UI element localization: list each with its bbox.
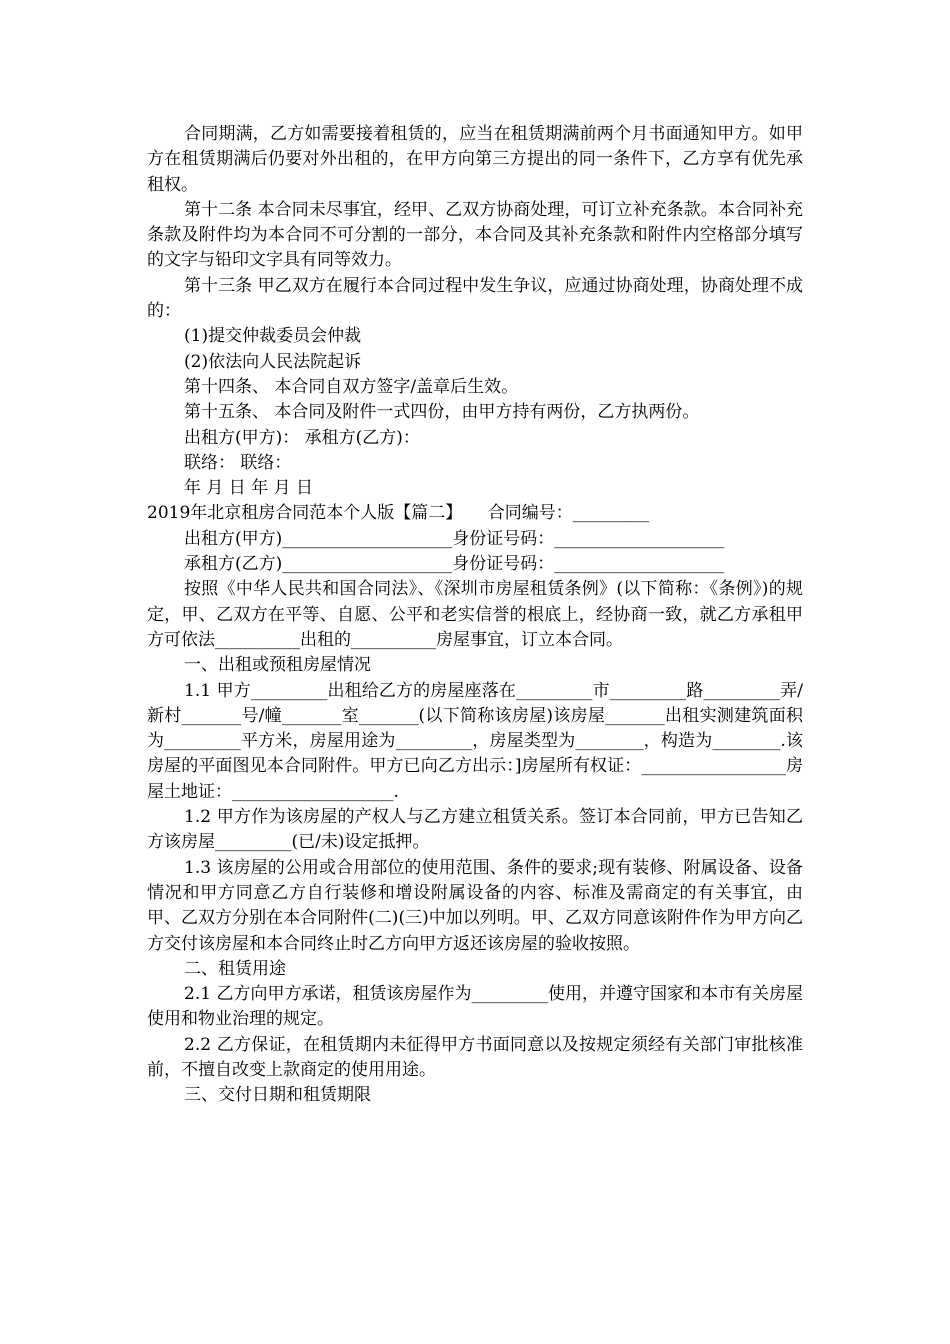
paragraph-article-14: 第十四条、 本合同自双方签字/盖章后生效。 bbox=[184, 376, 519, 397]
paragraph-clause-1-3: 1.3 该房屋的公用或合用部位的使用范围、条件的要求;现有装修、附属设备、设备情况和甲方同意乙方自行装修和增设附属设备的内容、标准及需商定的有关事宜，由甲、乙双方分别在本合同附件(二)(三)中加以列明。甲、乙双方同意该附件作为甲方向乙方交付该房屋和本合同终止时乙方向甲方返还该房屋的验收按照。 bbox=[147, 857, 803, 954]
lessee-line: 承租方(乙方)____________________身份证号码：____________________ bbox=[184, 554, 725, 575]
heading-section-1: 一、出租或预租房屋情况 bbox=[184, 655, 371, 676]
paragraph-article-13: 第十三条 甲乙双方在履行本合同过程中发生争议，应通过协商处理，协商处理不成的： bbox=[147, 275, 803, 322]
paragraph-clause-1-1: 1.1 甲方_________出租给乙方的房屋座落在_________市_________路_________弄/新村_______号/幢_______室_______(以下简称该房屋)该房屋_______出租实测建筑面积为_________平方米，房屋用途为_________，房屋类型为________，构造为________.该房屋的平面图见本合同附件。甲方已向乙方出示：]房屋所有权证：_________________房屋土地证：___________________. bbox=[147, 680, 803, 802]
lessor-line: 出租方(甲方)____________________身份证号码：____________________ bbox=[184, 528, 725, 549]
document-page bbox=[147, 122, 803, 1109]
paragraph-article-12: 第十二条 本合同未尽事宜，经甲、乙双方协商处理，可订立补充条款。本合同补充条款及附件均为本合同不可分割的一部分，本合同及其补充条款和附件内空格部分填写的文字与铅印文字具有同等效力。 bbox=[147, 199, 803, 271]
paragraph-lease-renewal: 合同期满，乙方如需要接着租赁的，应当在租赁期满前两个月书面通知甲方。如甲方在租赁期满后仍要对外出租的，在甲方向第三方提出的同一条件下，乙方享有优先承租权。 bbox=[147, 124, 803, 195]
paragraph-article-15: 第十五条、 本合同及附件一式四份，由甲方持有两份，乙方执两份。 bbox=[184, 402, 700, 423]
paragraph-clause-1-2: 1.2 甲方作为该房屋的产权人与乙方建立租赁关系。签订本合同前，甲方已告知乙方该房屋_________(已/未)设定抵押。 bbox=[147, 807, 803, 853]
signature-date-line: 年 月 日 年 月 日 bbox=[184, 478, 314, 499]
paragraph-clause-2-2: 2.2 乙方保证，在租赁期内未征得甲方书面同意以及按规定须经有关部门审批核准前，不擅自改变上款商定的使用用途。 bbox=[147, 1034, 803, 1080]
heading-section-3: 三、交付日期和租赁期限 bbox=[184, 1085, 371, 1106]
paragraph-arbitration-option: (1)提交仲裁委员会仲裁 bbox=[184, 326, 362, 347]
heading-section-2: 二、租赁用途 bbox=[184, 958, 286, 979]
paragraph-clause-2-1: 2.1 乙方向甲方承诺，租赁该房屋作为_________使用，并遵守国家和本市有关房屋使用和物业治理的规定。 bbox=[147, 984, 803, 1030]
signature-contact-line: 联络： 联络： bbox=[184, 452, 292, 473]
section-title-part-two: 2019年北京租房合同范本个人版【篇二】 合同编号：_________ bbox=[147, 503, 650, 524]
paragraph-preamble: 按照《中华人民共和国合同法》、《深圳市房屋租赁条例》(以下简称：《条例》)的规定，甲、乙双方在平等、自愿、公平和老实信誉的根底上，经协商一致，就乙方承租甲方可依法__________出租的__________房屋事宜，订立本合同。 bbox=[147, 579, 803, 650]
paragraph-court-option: (2)依法向人民法院起诉 bbox=[184, 351, 362, 372]
signature-parties-line: 出租方(甲方)： 承租方(乙方)： bbox=[184, 427, 420, 448]
